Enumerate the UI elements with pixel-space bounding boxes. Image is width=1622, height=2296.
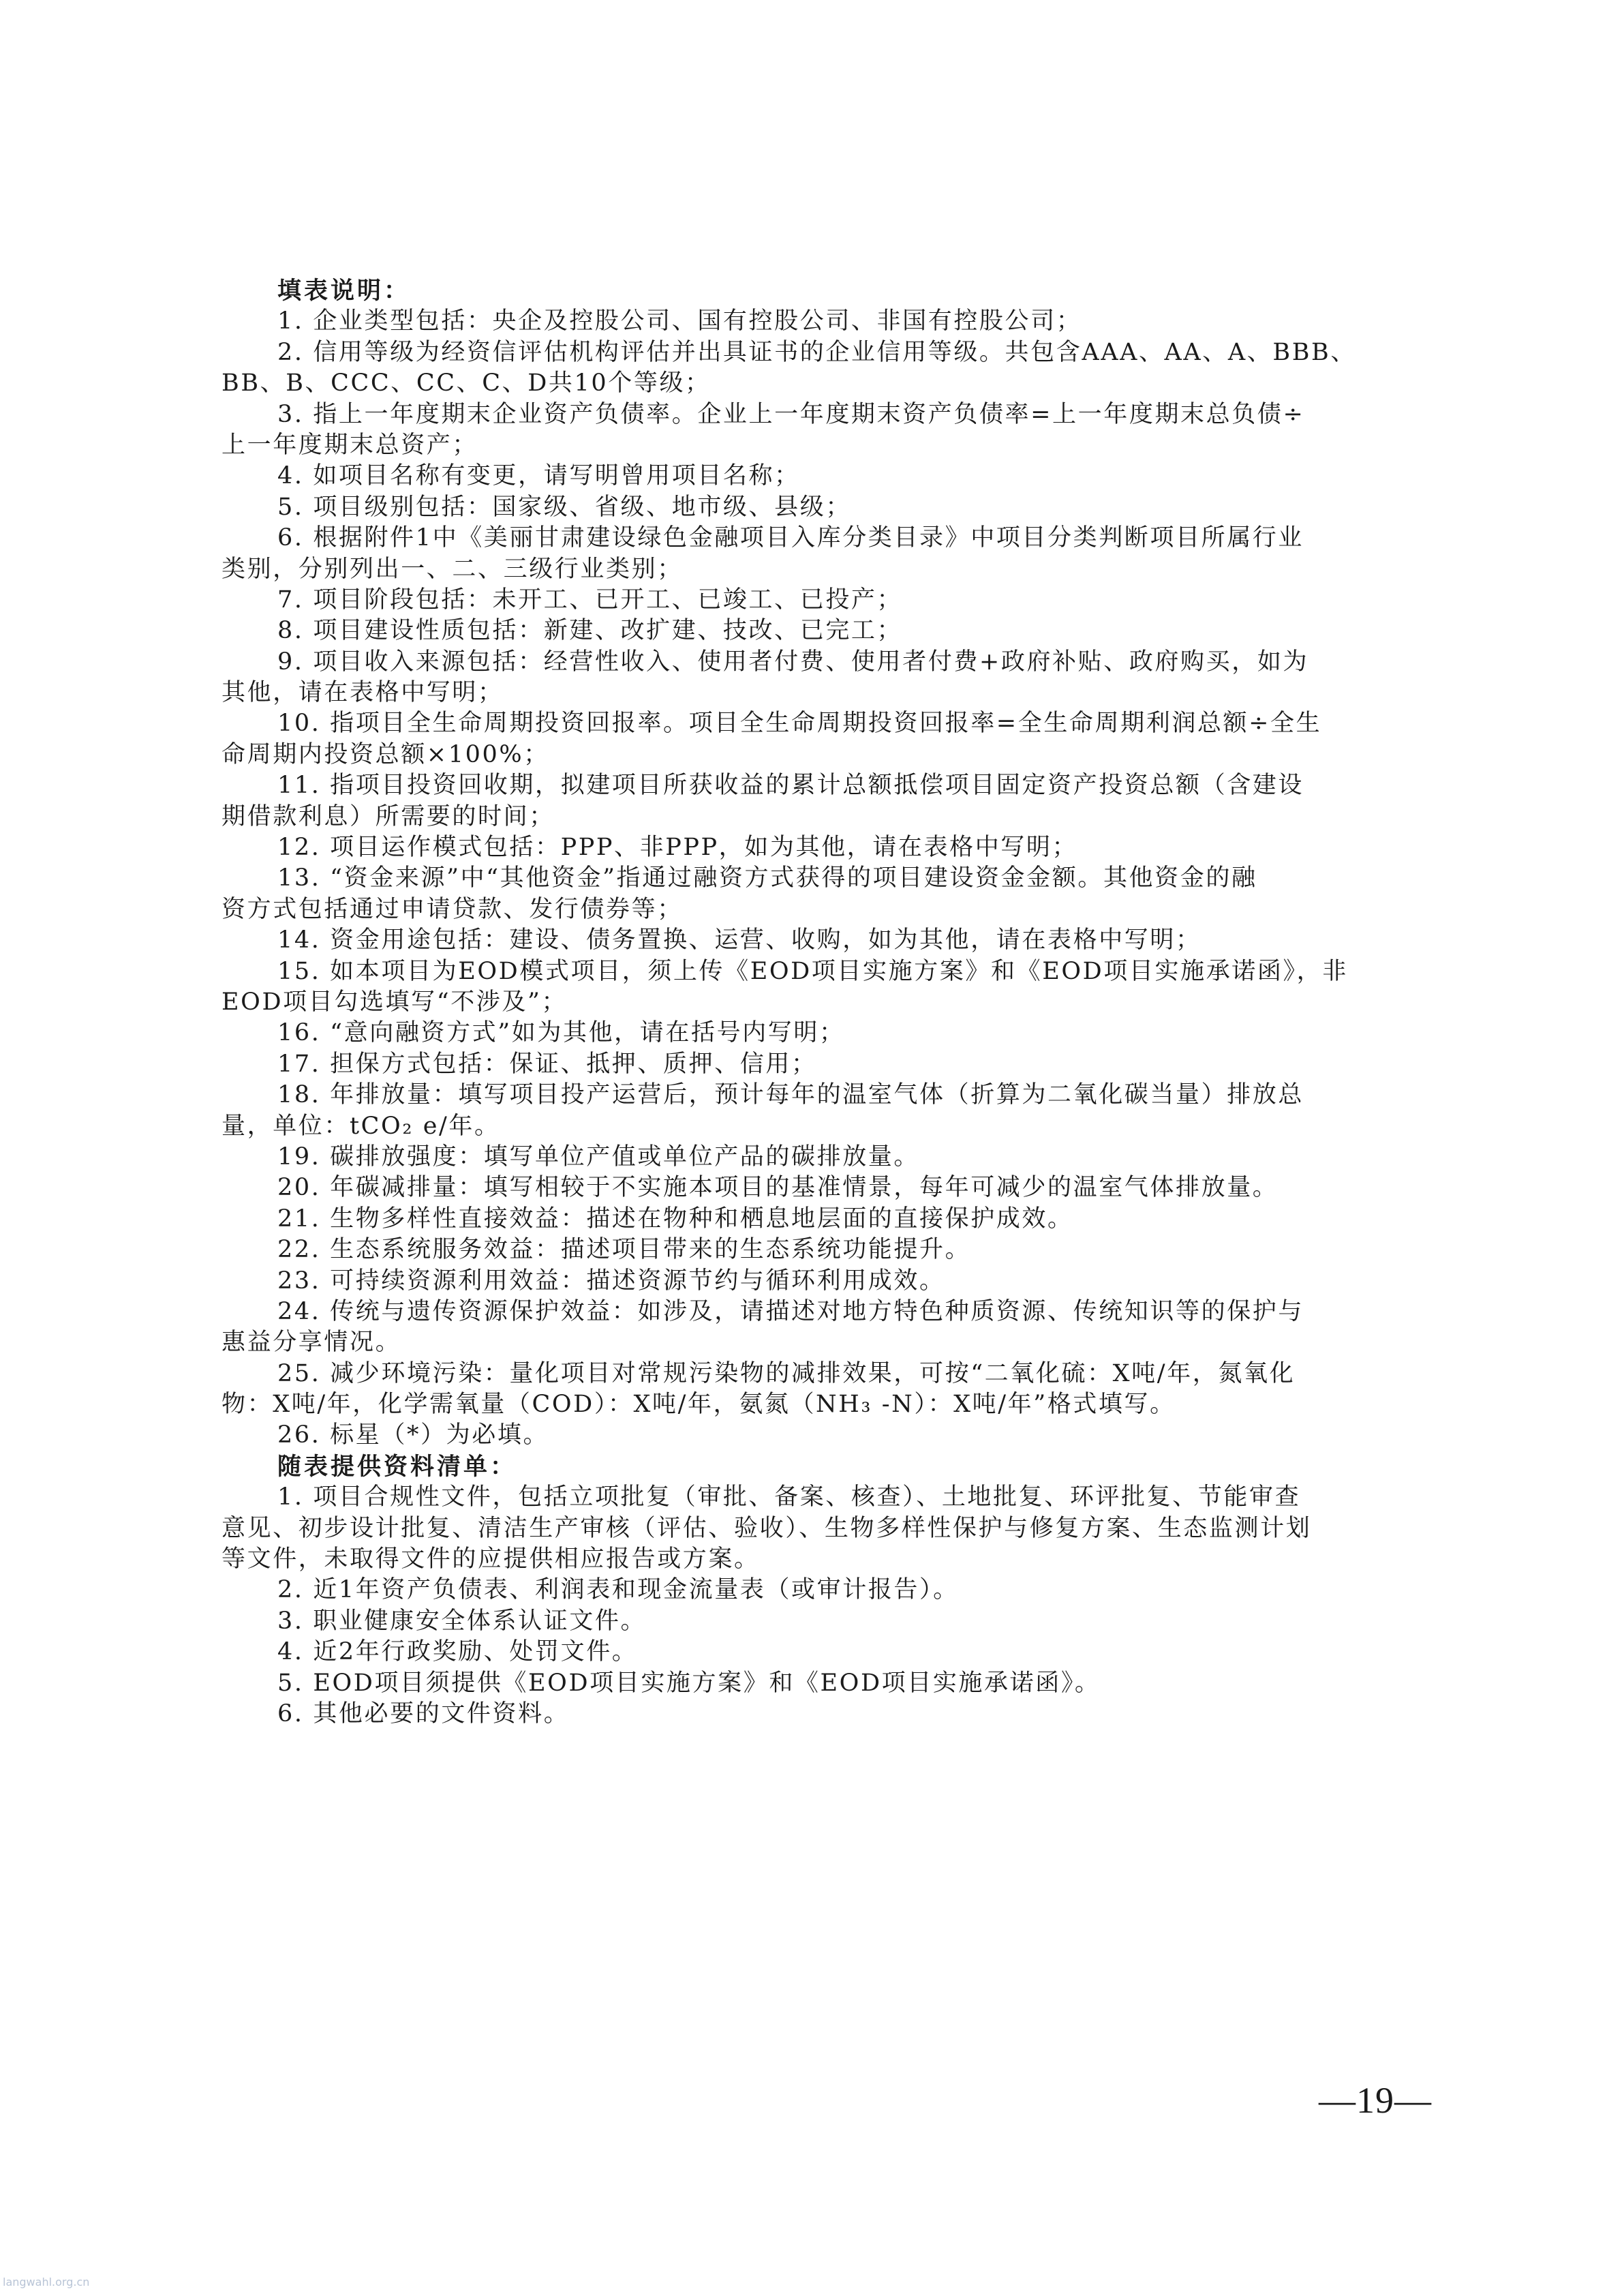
text-line: 23. 可持续资源利用效益：描述资源节约与循环利用成效。 bbox=[277, 1267, 945, 1295]
text-line: 其他，请在表格中写明； bbox=[221, 679, 504, 707]
text-line: EOD项目勾选填写“不涉及”； bbox=[221, 988, 568, 1016]
text-line: 量，单位：tCO₂ e/年。 bbox=[221, 1112, 500, 1140]
text-line: 11. 指项目投资回收期，拟建项目所获收益的累计总额抵偿项目固定资产投资总额（含建设 bbox=[277, 772, 1304, 800]
section-heading: 随表提供资料清单： bbox=[277, 1452, 517, 1481]
text-line: 17. 担保方式包括：保证、抵押、质押、信用； bbox=[277, 1050, 817, 1078]
text-line: 12. 项目运作模式包括：PPP、非PPP，如为其他，请在表格中写明； bbox=[277, 834, 1078, 862]
text-line: 命周期内投资总额×100%； bbox=[221, 740, 549, 768]
text-line: 16. “意向融资方式”如为其他，请在括号内写明； bbox=[277, 1019, 845, 1047]
text-line: 4. 近2年行政奖励、处罚文件。 bbox=[277, 1638, 638, 1666]
text-line: 22. 生态系统服务效益：描述项目带来的生态系统功能提升。 bbox=[277, 1236, 971, 1264]
text-line: 25. 减少环境污染：量化项目对常规污染物的减排效果，可按“二氧化硫：X吨/年，氮氧化 bbox=[277, 1359, 1296, 1387]
text-line: 惠益分享情况。 bbox=[221, 1329, 401, 1357]
text-line: 19. 碳排放强度：填写单位产值或单位产品的碳排放量。 bbox=[277, 1143, 919, 1170]
text-line: 1. 企业类型包括：央企及控股公司、国有控股公司、非国有控股公司； bbox=[277, 307, 1082, 335]
text-line: 4. 如项目名称有变更，请写明曾用项目名称； bbox=[277, 462, 800, 490]
text-line: 20. 年碳减排量：填写相较于不实施本项目的基准情景，每年可减少的温室气体排放量。 bbox=[277, 1174, 1279, 1202]
text-line: 意见、初步设计批复、清洁生产审核（评估、验收）、生物多样性保护与修复方案、生态监测计划 bbox=[221, 1514, 1312, 1542]
section-heading: 填表说明： bbox=[277, 277, 411, 305]
text-line: 等文件，未取得文件的应提供相应报告或方案。 bbox=[221, 1545, 760, 1573]
page-number: —19— bbox=[1319, 2080, 1432, 2121]
text-line: 2. 信用等级为经资信评估机构评估并出具证书的企业信用等级。共包含AAA、AA、A、BBB、 bbox=[277, 338, 1356, 366]
text-line: 2. 近1年资产负债表、利润表和现金流量表（或审计报告）。 bbox=[277, 1576, 959, 1604]
text-line: 7. 项目阶段包括：未开工、已开工、已竣工、已投产； bbox=[277, 586, 903, 614]
watermark: langwahl.org.cn bbox=[3, 2276, 90, 2289]
text-line: 21. 生物多样性直接效益：描述在物种和栖息地层面的直接保护成效。 bbox=[277, 1205, 1073, 1233]
text-line: 3. 指上一年度期末企业资产负债率。企业上一年度期末资产负债率=上一年度期末总负债÷ bbox=[277, 400, 1305, 428]
text-line: 13. “资金来源”中“其他资金”指通过融资方式获得的项目建设资金金额。其他资金的融 bbox=[277, 864, 1257, 892]
text-line: 3. 职业健康安全体系认证文件。 bbox=[277, 1607, 647, 1635]
text-line: 18. 年排放量：填写项目投产运营后，预计每年的温室气体（折算为二氧化碳当量）排放总 bbox=[277, 1081, 1304, 1109]
text-line: 5. EOD项目须提供《EOD项目实施方案》和《EOD项目实施承诺函》。 bbox=[277, 1669, 1101, 1697]
text-line: 26. 标星（*）为必填。 bbox=[277, 1421, 549, 1449]
text-line: 6. 根据附件1中《美丽甘肃建设绿色金融项目入库分类目录》中项目分类判断项目所属行业 bbox=[277, 524, 1304, 552]
text-line: BB、B、CCC、CC、C、D共10个等级； bbox=[221, 369, 711, 397]
document-body bbox=[221, 275, 1428, 1729]
text-line: 物：X吨/年，化学需氧量（COD）：X吨/年，氨氮（NH₃ -N）：X吨/年”格式填写。 bbox=[221, 1391, 1176, 1419]
text-line: 10. 指项目全生命周期投资回报率。项目全生命周期投资回报率=全生命周期利润总额÷全生 bbox=[277, 710, 1322, 738]
text-line: 类别，分别列出一、二、三级行业类别； bbox=[221, 555, 683, 583]
text-line: 5. 项目级别包括：国家级、省级、地市级、县级； bbox=[277, 493, 851, 521]
text-line: 15. 如本项目为EOD模式项目，须上传《EOD项目实施方案》和《EOD项目实施承诺函》，非 bbox=[277, 957, 1348, 985]
text-line: 6. 其他必要的文件资料。 bbox=[277, 1700, 570, 1727]
text-line: 期借款利息）所需要的时间； bbox=[221, 802, 555, 830]
text-line: 资方式包括通过申请贷款、发行债券等； bbox=[221, 895, 683, 923]
text-line: 上一年度期末总资产； bbox=[221, 431, 478, 459]
text-line: 8. 项目建设性质包括：新建、改扩建、技改、已完工； bbox=[277, 617, 903, 645]
text-line: 14. 资金用途包括：建设、债务置换、运营、收购，如为其他，请在表格中写明； bbox=[277, 926, 1202, 954]
text-line: 1. 项目合规性文件，包括立项批复（审批、备案、核查）、土地批复、环评批复、节能审查 bbox=[277, 1483, 1301, 1511]
text-line: 24. 传统与遗传资源保护效益：如涉及，请描述对地方特色种质资源、传统知识等的保护与 bbox=[277, 1297, 1304, 1325]
text-line: 9. 项目收入来源包括：经营性收入、使用者付费、使用者付费+政府补贴、政府购买，如为 bbox=[277, 648, 1309, 676]
